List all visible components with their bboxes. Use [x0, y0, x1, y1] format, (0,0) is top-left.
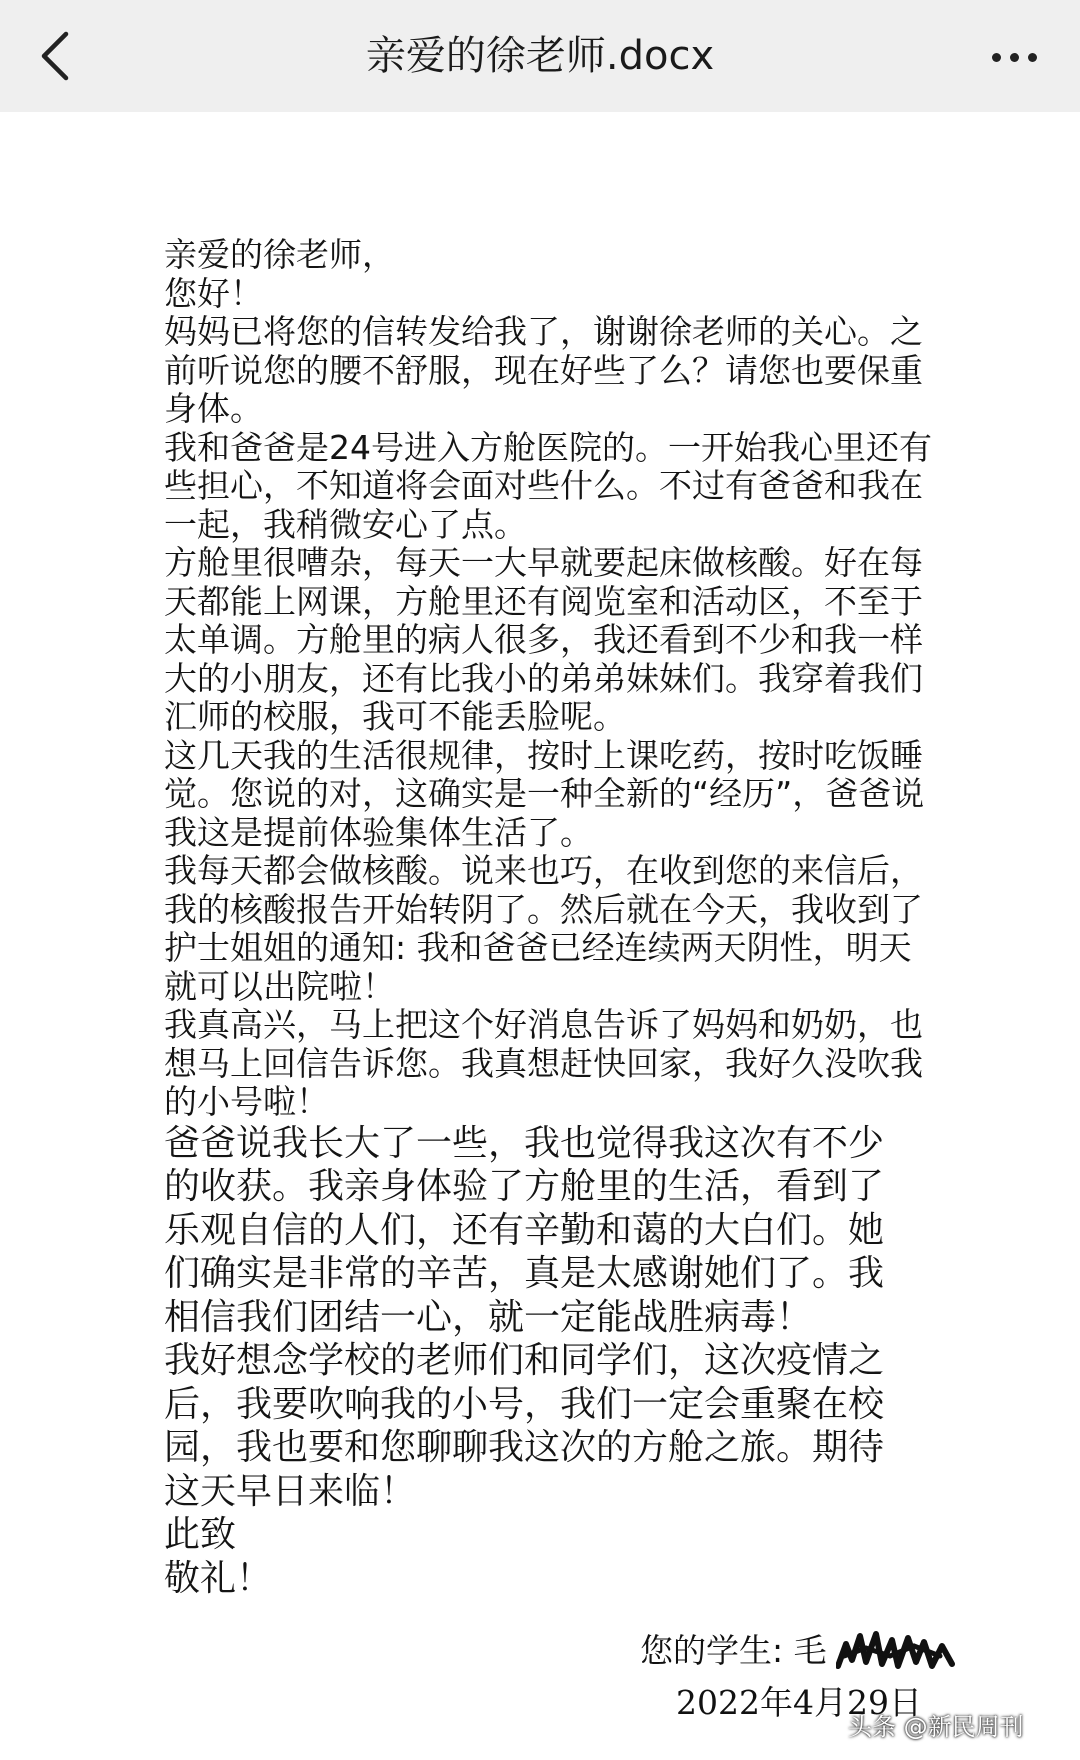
letter-line: 想马上回信告诉您。我真想赶快回家，我好久没吹我 — [164, 1043, 923, 1083]
letter-line: 的收获。我亲身体验了方舱里的生活，看到了 — [164, 1166, 885, 1207]
letter-line: 护士姐姐的通知: 我和爸爸已经连续两天阴性，明天 — [164, 928, 912, 967]
letter-line: 我的核酸报告开始转阴了。然后就在今天，我收到了 — [164, 889, 923, 929]
letter-line: 天都能上网课，方舱里还有阅览室和活动区，不至于 — [164, 581, 923, 621]
more-options-button[interactable] — [980, 32, 1050, 80]
closing-line: 此致 — [164, 1514, 237, 1555]
letter-line: 我和爸爸是24号进入方舱医院的。一开始我心里还有 — [164, 427, 932, 467]
letter-line: 园，我也要和您聊聊我这次的方舱之旅。期待 — [164, 1427, 885, 1468]
letter-line: 汇师的校服，我可不能丢脸呢。 — [164, 697, 626, 736]
letter-line: 我每天都会做核酸。说来也巧，在收到您的来信后， — [164, 851, 923, 890]
signature-block — [640, 1630, 940, 1724]
letter-line: 我好想念学校的老师们和同学们，这次疫情之 — [164, 1340, 885, 1381]
letter-line: 一起，我稍微安心了点。 — [164, 504, 527, 544]
letter-line: 相信我们团结一心，就一定能战胜病毒！ — [164, 1296, 813, 1338]
source-watermark: 头条 @新民周刊 — [848, 1713, 1024, 1741]
letter-line: 太单调。方舱里的病人很多，我还看到不少和我一样 — [164, 620, 923, 659]
letter-line: 这几天我的生活很规律，按时上课吃药，按时吃饭睡 — [164, 735, 923, 775]
letter-date: 2022年4月29日 — [676, 1683, 922, 1722]
back-button[interactable] — [28, 24, 88, 88]
letter-line: 些担心，不知道将会面对些什么。不过有爸爸和我在 — [164, 466, 923, 505]
letter-line: 乐观自信的人们，还有辛勤和蔼的大白们。她 — [164, 1209, 885, 1251]
letter-line: 们确实是非常的辛苦，真是太感谢她们了。我 — [164, 1253, 885, 1294]
letter-line: 大的小朋友，还有比我小的弟弟妹妹们。我穿着我们 — [164, 658, 923, 698]
salutation: 亲爱的徐老师， — [164, 235, 395, 274]
letter-line: 这天早日来临！ — [164, 1470, 417, 1512]
greeting: 您好！ — [164, 273, 263, 313]
letter-line: 的小号啦！ — [164, 1082, 329, 1121]
redacted-name-scribble — [836, 1626, 956, 1678]
closing-line: 敬礼！ — [164, 1557, 273, 1599]
signature-label: 您的学生: 毛 — [640, 1631, 827, 1670]
chevron-left-icon — [28, 24, 88, 88]
more-horizontal-icon — [1028, 53, 1037, 62]
more-horizontal-icon — [992, 53, 1001, 62]
letter-line: 我这是提前体验集体生活了。 — [164, 812, 593, 852]
document-title: 亲爱的徐老师.docx — [365, 33, 715, 79]
letter-line: 觉。您说的对，这确实是一种全新的“经历”，爸爸说 — [164, 774, 925, 813]
app-header — [0, 0, 1080, 112]
letter-line: 后，我要吹响我的小号，我们一定会重聚在校 — [164, 1383, 885, 1425]
more-horizontal-icon — [1010, 53, 1019, 62]
letter-line: 方舱里很嘈杂，每天一大早就要起床做核酸。好在每 — [164, 543, 923, 582]
letter-line: 爸爸说我长大了一些，我也觉得我这次有不少 — [164, 1122, 885, 1164]
letter-line: 就可以出院啦！ — [164, 966, 395, 1006]
signature-line — [640, 1630, 940, 1672]
letter-line: 身体。 — [164, 389, 263, 428]
letter-body — [164, 236, 934, 1600]
letter-line: 前听说您的腰不舒服，现在好些了么？请您也要保重 — [164, 350, 923, 390]
letter-line: 妈妈已将您的信转发给我了，谢谢徐老师的关心。之 — [164, 312, 923, 351]
letter-line: 我真高兴，马上把这个好消息告诉了妈妈和奶奶，也 — [164, 1005, 923, 1044]
